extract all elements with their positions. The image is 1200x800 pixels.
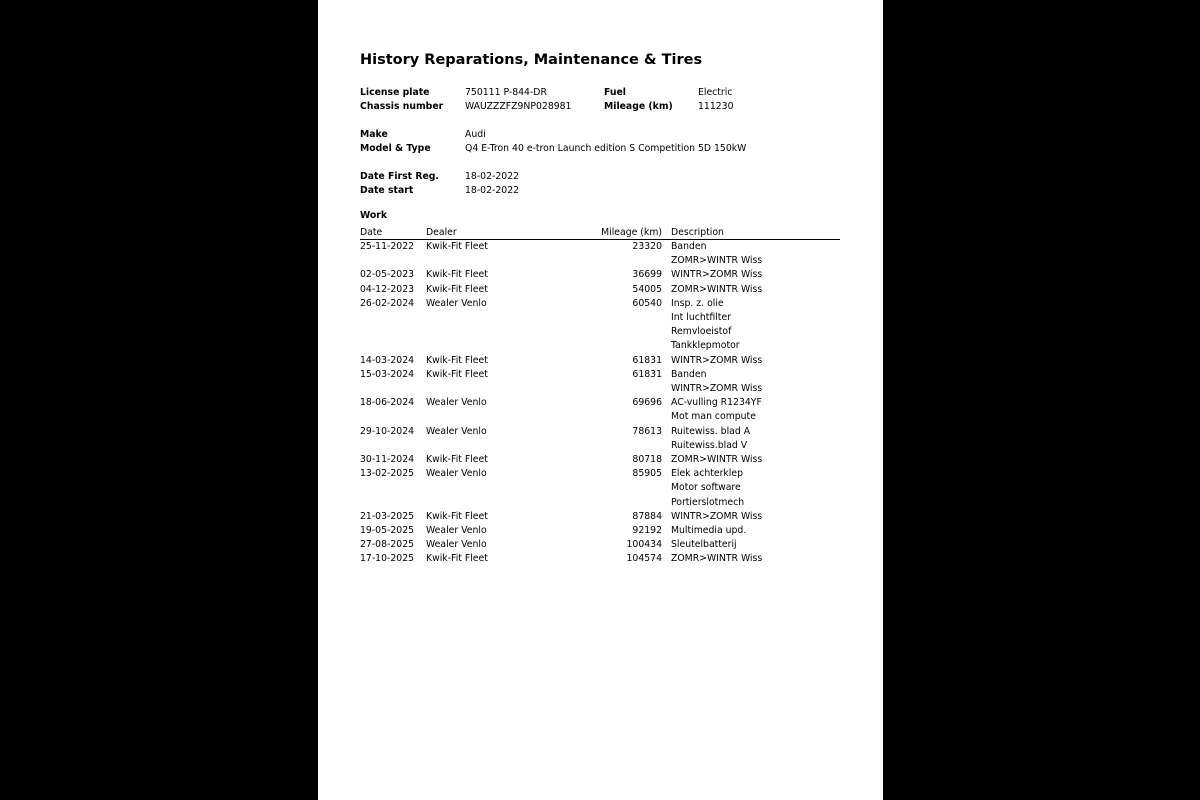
date-first-reg-label: Date First Reg. — [360, 171, 439, 182]
row-date: 13-02-2025 — [360, 468, 415, 480]
row-description: ZOMR>WINTR Wiss — [671, 553, 763, 565]
document-page — [318, 0, 883, 800]
row-mileage: 23320 — [632, 241, 662, 252]
col-header-date: Date — [360, 227, 383, 238]
row-description: Motor software — [671, 482, 741, 494]
row-date: 04-12-2023 — [360, 283, 415, 295]
row-description: Elek achterklep — [671, 468, 743, 480]
row-date: 17-10-2025 — [360, 553, 415, 565]
row-dealer: Wealer Venlo — [426, 468, 487, 480]
chassis-label: Chassis number — [360, 101, 444, 112]
row-dealer: Kwik-Fit Fleet — [426, 283, 488, 295]
fuel-label: Fuel — [604, 87, 626, 98]
license-plate-value: 750111 P-844-DR — [465, 87, 547, 98]
license-plate-label: License plate — [360, 87, 430, 98]
row-date: 21-03-2025 — [360, 510, 415, 522]
row-description: ZOMR>WINTR Wiss — [671, 283, 763, 295]
row-description: Banden — [671, 241, 707, 252]
page-title: History Reparations, Maintenance & Tires — [360, 52, 703, 68]
row-date: 26-02-2024 — [360, 297, 415, 309]
row-mileage: 54005 — [632, 283, 662, 295]
row-date: 27-08-2025 — [360, 539, 415, 551]
fuel-value: Electric — [698, 87, 733, 98]
model-label: Model & Type — [360, 143, 431, 154]
row-description: WINTR>ZOMR Wiss — [671, 354, 763, 366]
chassis-value: WAUZZZFZ9NP028981 — [465, 101, 572, 112]
row-date: 02-05-2023 — [360, 269, 415, 281]
row-description: ZOMR>WINTR Wiss — [671, 255, 763, 267]
row-dealer: Kwik-Fit Fleet — [426, 269, 488, 281]
row-description: ZOMR>WINTR Wiss — [671, 454, 763, 465]
row-dealer: Kwik-Fit Fleet — [426, 510, 488, 522]
mileage-label: Mileage (km) — [604, 101, 673, 112]
row-description: WINTR>ZOMR Wiss — [671, 269, 763, 281]
row-mileage: 85905 — [632, 468, 662, 480]
mileage-value: 111230 — [698, 101, 734, 112]
row-dealer: Kwik-Fit Fleet — [426, 368, 488, 380]
row-description: Sleutelbatterij — [671, 539, 737, 551]
row-dealer: Kwik-Fit Fleet — [426, 241, 488, 252]
row-date: 29-10-2024 — [360, 425, 415, 437]
date-start-value: 18-02-2022 — [465, 185, 520, 196]
row-date: 14-03-2024 — [360, 354, 415, 366]
row-mileage: 104574 — [626, 553, 662, 565]
row-mileage: 87884 — [632, 510, 662, 522]
row-date: 15-03-2024 — [360, 368, 415, 380]
row-mileage: 78613 — [632, 425, 662, 437]
row-mileage: 69696 — [632, 397, 662, 409]
row-description: AC-vulling R1234YF — [671, 397, 762, 409]
model-value: Q4 E-Tron 40 e-tron Launch edition S Competition 5D 150kW — [465, 143, 747, 154]
row-dealer: Kwik-Fit Fleet — [426, 454, 488, 465]
date-start-label: Date start — [360, 185, 414, 196]
row-mileage: 60540 — [632, 297, 662, 309]
row-mileage: 100434 — [626, 539, 662, 551]
make-label: Make — [360, 129, 388, 140]
row-dealer: Kwik-Fit Fleet — [426, 553, 488, 565]
header-rule — [360, 239, 840, 240]
row-description: Banden — [671, 368, 707, 380]
row-description: Portierslotmech — [671, 496, 745, 508]
row-description: Multimedia upd. — [671, 525, 747, 536]
row-mileage: 61831 — [632, 354, 662, 366]
row-description: Remvloeistof — [671, 326, 732, 338]
row-description: Tankklepmotor — [671, 340, 740, 352]
row-dealer: Wealer Venlo — [426, 297, 487, 309]
row-description: Mot man compute — [671, 411, 756, 423]
row-description: WINTR>ZOMR Wiss — [671, 510, 763, 522]
row-dealer: Wealer Venlo — [426, 397, 487, 409]
row-date: 25-11-2022 — [360, 241, 415, 252]
row-mileage: 92192 — [632, 525, 662, 536]
row-date: 19-05-2025 — [360, 525, 415, 536]
row-date: 18-06-2024 — [360, 397, 415, 409]
row-description: Ruitewiss. blad A — [671, 425, 751, 437]
row-mileage: 61831 — [632, 368, 662, 380]
make-value: Audi — [465, 129, 486, 140]
row-description: Ruitewiss.blad V — [671, 439, 748, 451]
col-header-dealer: Dealer — [426, 227, 457, 238]
row-date: 30-11-2024 — [360, 454, 415, 465]
date-first-reg-value: 18-02-2022 — [465, 171, 520, 182]
row-dealer: Wealer Venlo — [426, 425, 487, 437]
row-description: Insp. z. olie — [671, 297, 724, 309]
row-mileage: 80718 — [632, 454, 662, 465]
row-dealer: Kwik-Fit Fleet — [426, 354, 488, 366]
row-description: Int luchtfilter — [671, 312, 731, 323]
row-dealer: Wealer Venlo — [426, 525, 487, 536]
row-mileage: 36699 — [632, 269, 662, 281]
row-dealer: Wealer Venlo — [426, 539, 487, 551]
col-header-mileage: Mileage (km) — [601, 227, 662, 238]
col-header-description: Description — [671, 227, 724, 238]
row-description: WINTR>ZOMR Wiss — [671, 383, 763, 394]
work-heading: Work — [360, 210, 388, 221]
